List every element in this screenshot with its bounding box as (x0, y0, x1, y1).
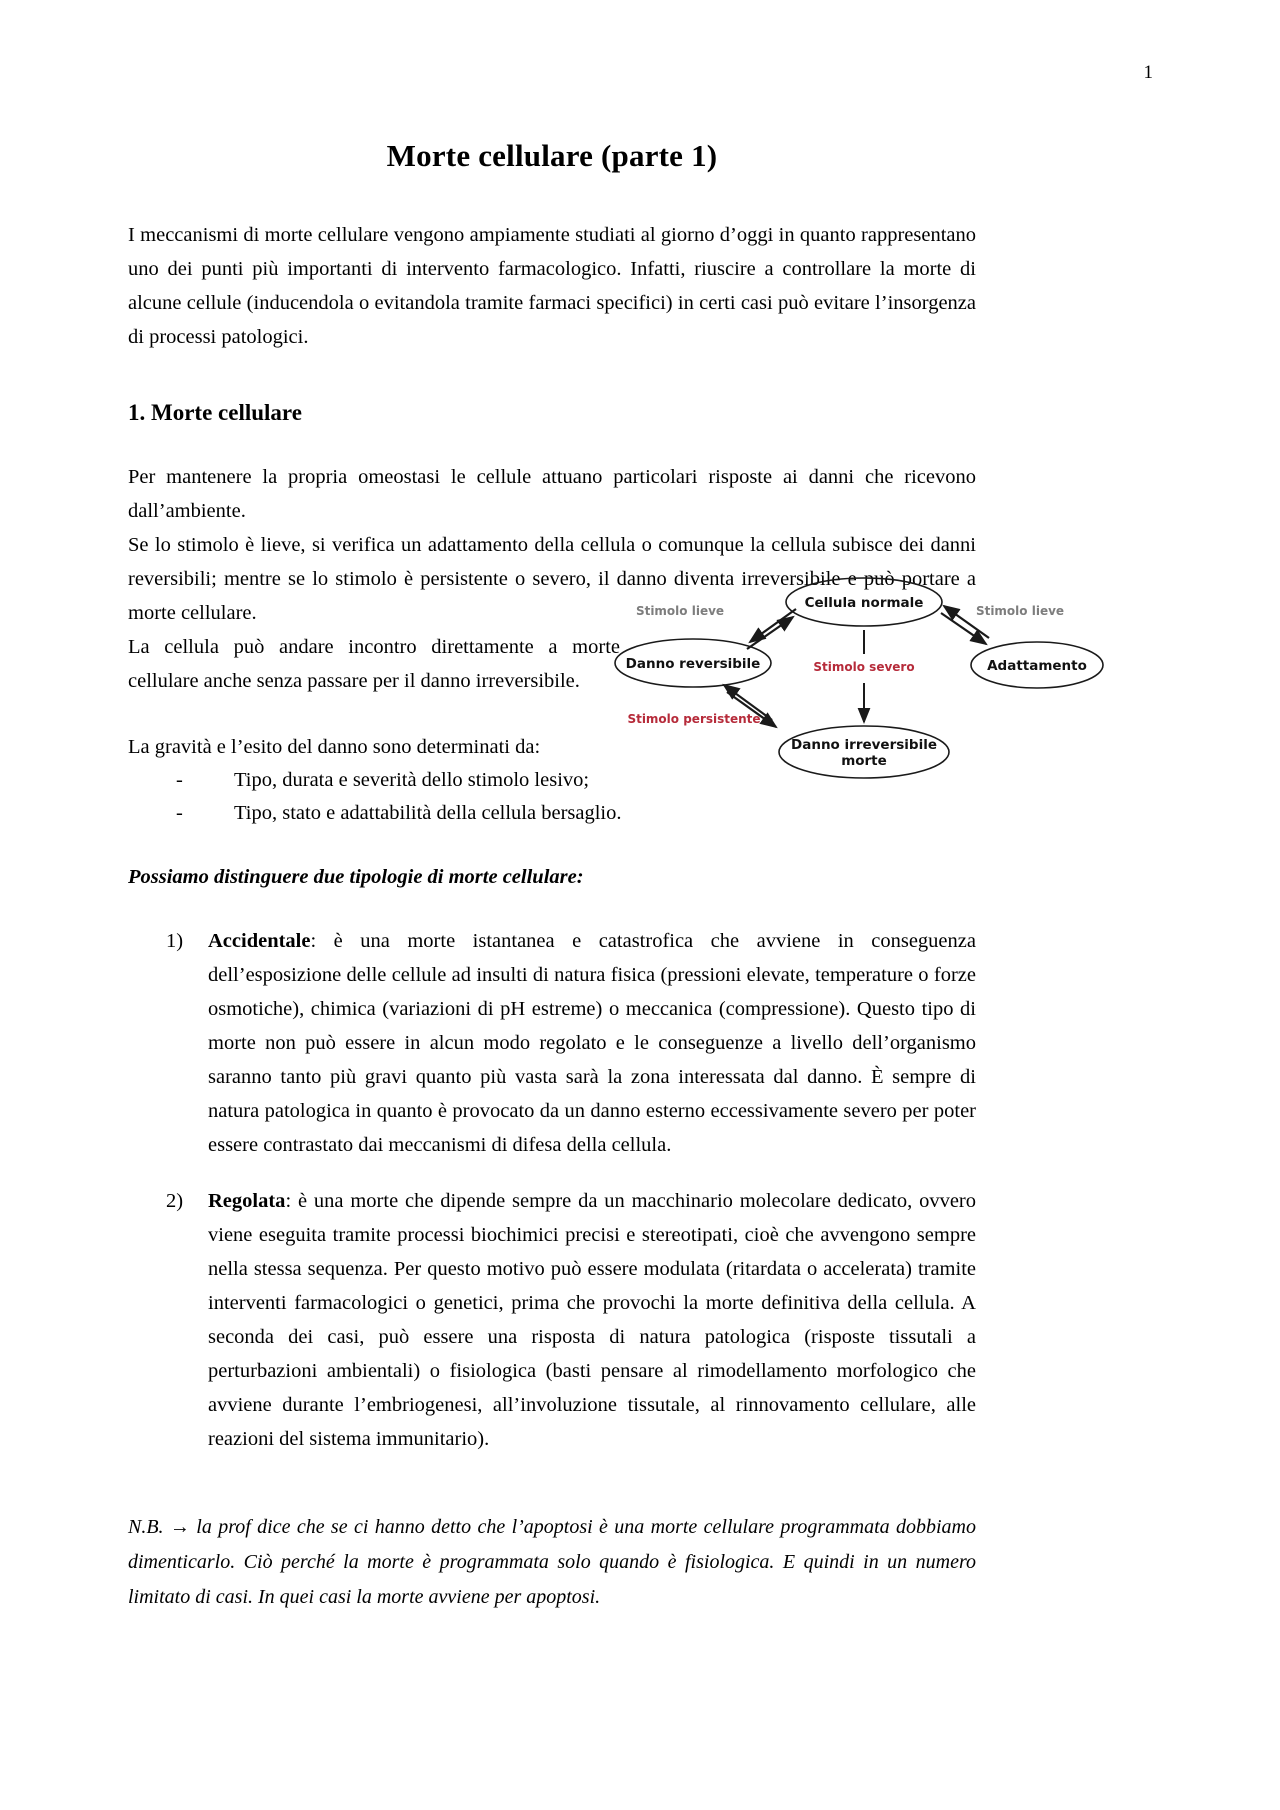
section-heading-1: 1. Morte cellulare (128, 400, 302, 425)
arrow-reversibile-to-normale (747, 617, 793, 649)
node-danno-reversibile-label: Danno reversibile (625, 656, 761, 672)
term-accidentale: Accidentale (208, 930, 311, 952)
edge-label-stimolo-severo: Stimolo severo (813, 660, 915, 674)
list-item-text: è una morte istantanea e catastrofica che avviene in conseguenza dell’esposizione delle cellule ad insulti di natura fisica (pressioni elevate, temperature o forze osmotiche), chimica (variazioni di pH estreme) o meccanica (compressione). Questo tipo di morte non può essere in alcun modo regolato e le conseguenze a livello dell’organismo saranno tanto più gravi quanto più vasta sarà la zona interessata dal danno. È sempre di natura patologica in quanto è provocato da un danno esterno eccessivamente severo per poter essere contrastato dai meccanismi di difesa della cellula. (208, 930, 976, 1156)
node-danno-irreversibile-sublabel: morte (841, 753, 887, 769)
edge-label-stimolo-lieve-right: Stimolo lieve (975, 604, 1065, 618)
term-separator: : (285, 1190, 298, 1212)
term-separator: : (310, 930, 334, 952)
note-paragraph: N.B. → la prof dice che se ci hanno detto che l’apoptosi è una morte cellulare programmata dobbiamo dimenticarlo. Ciò perché la morte è programmata solo quando è fisiologica. E quindi in un numero limitato di casi. In quei casi la morte avviene per apoptosi. (128, 1516, 976, 1608)
determinants-intro: La gravità e l’esito del danno sono determinati da: (128, 736, 541, 758)
page-number: 1 (1143, 62, 1153, 83)
list-item (176, 797, 976, 830)
intro-paragraph: I meccanismi di morte cellulare vengono ampiamente studiati al giorno d’oggi in quanto rappresentano uno dei punti più importanti di intervento farmacologico. Infatti, riuscire a controllare la morte di alcune cellule (inducendola o evitandola tramite farmaci specifici) in certi casi può evitare l’insorgenza di processi patologici. (128, 224, 976, 348)
list-marker: 1) (166, 930, 184, 952)
dash-marker: - (176, 769, 183, 791)
edge-label-stimolo-persistente: Stimolo persistente (627, 712, 761, 726)
section1-paragraph-1: Per mantenere la propria omeostasi le cellule attuano particolari risposte ai danni che ricevono dall’ambiente. (128, 466, 976, 522)
term-regolata: Regolata (208, 1190, 286, 1212)
list-item-text: è una morte che dipende sempre da un macchinario molecolare dedicato, ovvero viene eseguita tramite processi biochimici precisi e stereotipati, cioè che avvengono sempre nella stessa sequenza. Per questo motivo può essere modulata (ritardata o accelerata) tramite interventi farmacologici o genetici, prima che provochi la morte definitiva della cellula. A seconda dei casi, può essere una risposta di natura patologica (risposte tissutali a perturbazioni ambientali) o fisiologica (basti pensare al rimodellamento morfologico che avviene durante l’embriogenesi, all’involuzione tissutale, al rinnovamento cellulare, alle reazioni del sistema immunitario). (208, 1190, 976, 1450)
cell-damage-diagram (614, 570, 1114, 790)
list-item-label: Tipo, durata e severità dello stimolo lesivo; (234, 769, 590, 791)
document-content (128, 120, 976, 1615)
page-title: Morte cellulare (parte 1) (386, 138, 718, 173)
death-types-list (128, 924, 976, 1456)
dash-marker: - (176, 802, 183, 824)
section1-paragraph-2: Se lo stimolo è lieve, si verifica un adattamento della cellula o comunque la cellula subisce dei danni reversibili; mentre se lo stimolo è persistente o severo, il danno diventa irreversibile e può portare a morte cellulare. (128, 534, 976, 624)
node-cellula-normale-label: Cellula normale (804, 595, 924, 611)
node-adattamento-label: Adattamento (987, 658, 1087, 674)
list-item-label: Tipo, stato e adattabilità della cellula bersaglio. (234, 802, 622, 824)
edge-label-stimolo-lieve-left: Stimolo lieve (635, 604, 725, 618)
section1-paragraph-3: La cellula può andare incontro direttamente a morte cellulare anche senza passare per il danno irreversibile. (128, 636, 620, 692)
arrow-normale-to-reversibile (750, 609, 796, 642)
list-item-regolata (128, 1184, 976, 1456)
node-danno-irreversibile-label: Danno irreversibile (791, 737, 937, 753)
list-item-accidentale (128, 924, 976, 1162)
list-marker: 2) (166, 1190, 184, 1212)
types-heading: Possiamo distinguere due tipologie di morte cellulare: (128, 866, 584, 888)
